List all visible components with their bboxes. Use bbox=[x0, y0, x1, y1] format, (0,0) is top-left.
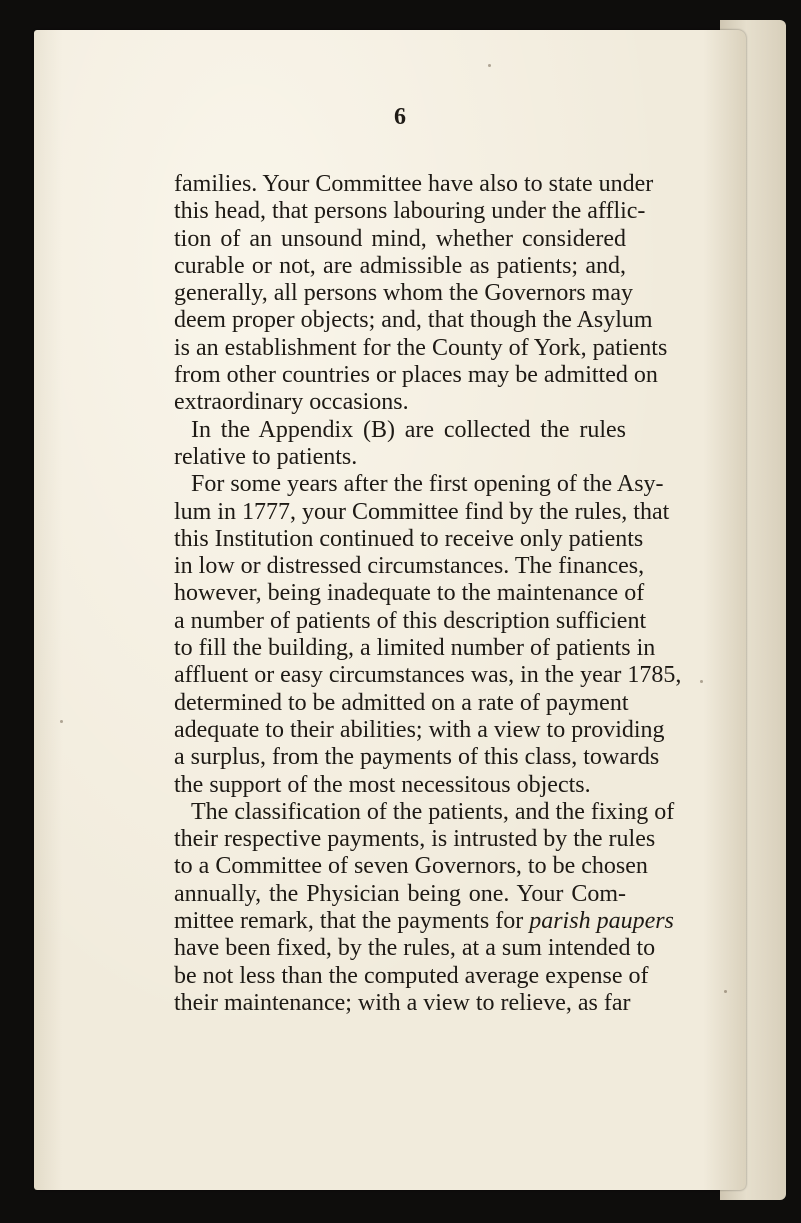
text-line: annually, the Physician being one. Your Com- bbox=[174, 880, 626, 907]
paper-speck bbox=[488, 64, 491, 67]
text-line-segment: mittee remark, that the payments for bbox=[174, 908, 530, 935]
text-line: tion of an unsound mind, whether considered bbox=[174, 225, 626, 252]
body-text bbox=[174, 171, 682, 1017]
text-line: this head, that persons labouring under the afflic- bbox=[174, 198, 646, 225]
text-line: the support of the most necessitous objects. bbox=[174, 771, 591, 798]
text-line: their maintenance; with a view to relieve, as far bbox=[174, 989, 631, 1016]
text-line: however, being inadequate to the maintenance of bbox=[174, 580, 645, 607]
text-line: deem proper objects; and, that though the Asylum bbox=[174, 307, 653, 334]
text-line: a surplus, from the payments of this class, towards bbox=[174, 744, 660, 771]
text-line: this Institution continued to receive only patients bbox=[174, 525, 644, 552]
text-line: In the Appendix (B) are collected the rules bbox=[191, 416, 626, 443]
text-line: be not less than the computed average expense of bbox=[174, 962, 649, 989]
text-line: have been fixed, by the rules, at a sum intended to bbox=[174, 935, 656, 962]
page-number: 6 bbox=[394, 104, 406, 130]
text-line: generally, all persons whom the Governors may bbox=[174, 280, 633, 307]
text-line: adequate to their abilities; with a view to providing bbox=[174, 716, 665, 743]
text-line: The classification of the patients, and the fixing of bbox=[191, 798, 675, 825]
text-line: relative to patients. bbox=[174, 443, 358, 470]
text-line: For some years after the first opening of the Asy- bbox=[191, 471, 664, 498]
text-line: affluent or easy circumstances was, in the year 1785, bbox=[174, 662, 682, 689]
text-line: to fill the building, a limited number of patients in bbox=[174, 635, 656, 662]
text-line: from other countries or places may be admitted on bbox=[174, 362, 658, 389]
paper-speck bbox=[724, 990, 727, 993]
text-line: determined to be admitted on a rate of payment bbox=[174, 689, 629, 716]
text-line: a number of patients of this description sufficient bbox=[174, 607, 647, 634]
text-line bbox=[174, 908, 674, 935]
paper-speck bbox=[700, 680, 703, 683]
italic-phrase: parish paupers bbox=[529, 908, 674, 935]
text-line: families. Your Committee have also to state under bbox=[174, 171, 654, 197]
text-line: curable or not, are admissible as patients; and, bbox=[174, 252, 626, 279]
paper-speck bbox=[60, 720, 63, 723]
text-line: lum in 1777, your Committee find by the rules, that bbox=[174, 498, 670, 525]
text-line: their respective payments, is intrusted by the rules bbox=[174, 826, 656, 853]
text-line: extraordinary occasions. bbox=[174, 389, 409, 416]
text-line: is an establishment for the County of York, patients bbox=[174, 334, 668, 361]
text-line: in low or distressed circumstances. The finances, bbox=[174, 553, 645, 580]
text-line: to a Committee of seven Governors, to be chosen bbox=[174, 853, 648, 880]
